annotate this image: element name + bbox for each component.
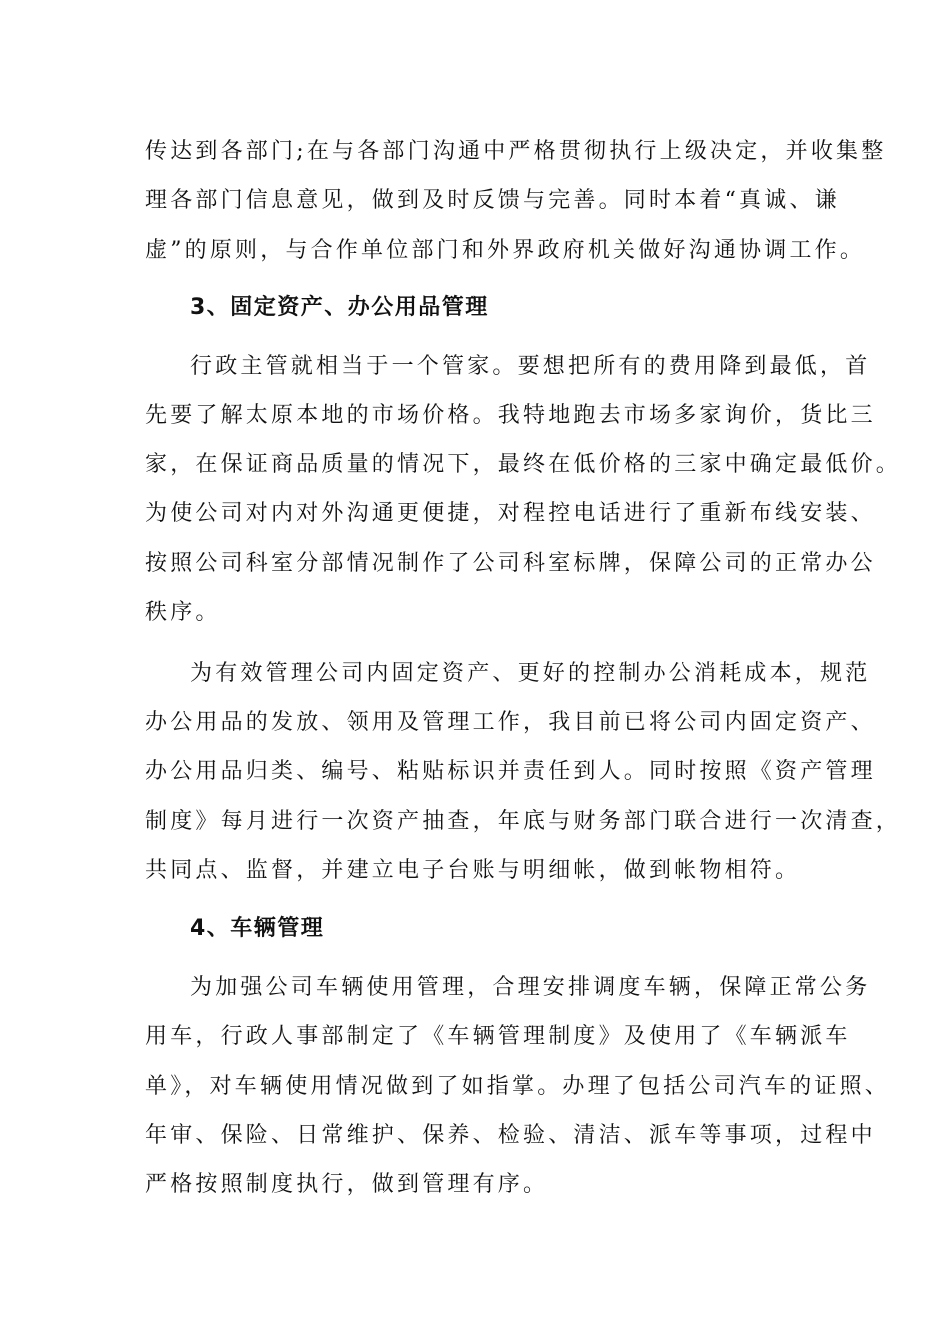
paragraph-line: 单》，对车辆使用情况做到了如指掌。办理了包括公司汽车的证照、 bbox=[145, 1074, 891, 1099]
paragraph-line: 办公用品归类、编号、粘贴标识并责任到人。同时按照《资产管理 bbox=[145, 759, 876, 784]
paragraph-line: 传达到各部门;在与各部门沟通中严格贯彻执行上级决定，并收集整 bbox=[145, 139, 887, 164]
paragraph-line: 秩序。 bbox=[145, 600, 221, 625]
paragraph-line: 年审、保险、日常维护、保养、检验、清洁、派车等事项，过程中 bbox=[145, 1123, 876, 1148]
paragraph-line: 用车，行政人事部制定了《车辆管理制度》及使用了《车辆派车 bbox=[145, 1024, 851, 1049]
paragraph-line: 行政主管就相当于一个管家。要想把所有的费用降到最低，首 bbox=[190, 354, 871, 379]
paragraph-line: 按照公司科室分部情况制作了公司科室标牌，保障公司的正常办公 bbox=[145, 551, 876, 576]
paragraph-line: 先要了解太原本地的市场价格。我特地跑去市场多家询价，货比三 bbox=[145, 403, 876, 428]
paragraph-line: 为加强公司车辆使用管理，合理安排调度车辆，保障正常公务 bbox=[190, 975, 871, 1000]
paragraph-line: 共同点、监督，并建立电子台账与明细帐，做到帐物相符。 bbox=[145, 858, 801, 883]
paragraph-line: 家，在保证商品质量的情况下，最终在低价格的三家中确定最低价。 bbox=[145, 452, 902, 477]
paragraph-line: 理各部门信息意见，做到及时反馈与完善。同时本着“真诚、谦 bbox=[145, 188, 840, 213]
paragraph-line: 制度》每月进行一次资产抽查，年底与财务部门联合进行一次清查， bbox=[145, 809, 902, 834]
section-heading-fixed-assets: 3、固定资产、办公用品管理 bbox=[190, 295, 489, 320]
paragraph-line: 严格按照制度执行，做到管理有序。 bbox=[145, 1172, 549, 1197]
paragraph-line: 为有效管理公司内固定资产、更好的控制办公消耗成本，规范 bbox=[190, 661, 871, 686]
paragraph-line: 为使公司对内对外沟通更便捷，对程控电话进行了重新布线安装、 bbox=[145, 501, 876, 526]
paragraph-line: 办公用品的发放、领用及管理工作，我目前已将公司内固定资产、 bbox=[145, 710, 876, 735]
section-heading-vehicles: 4、车辆管理 bbox=[190, 916, 325, 941]
paragraph-line: 虚”的原则，与合作单位部门和外界政府机关做好沟通协调工作。 bbox=[145, 238, 866, 263]
